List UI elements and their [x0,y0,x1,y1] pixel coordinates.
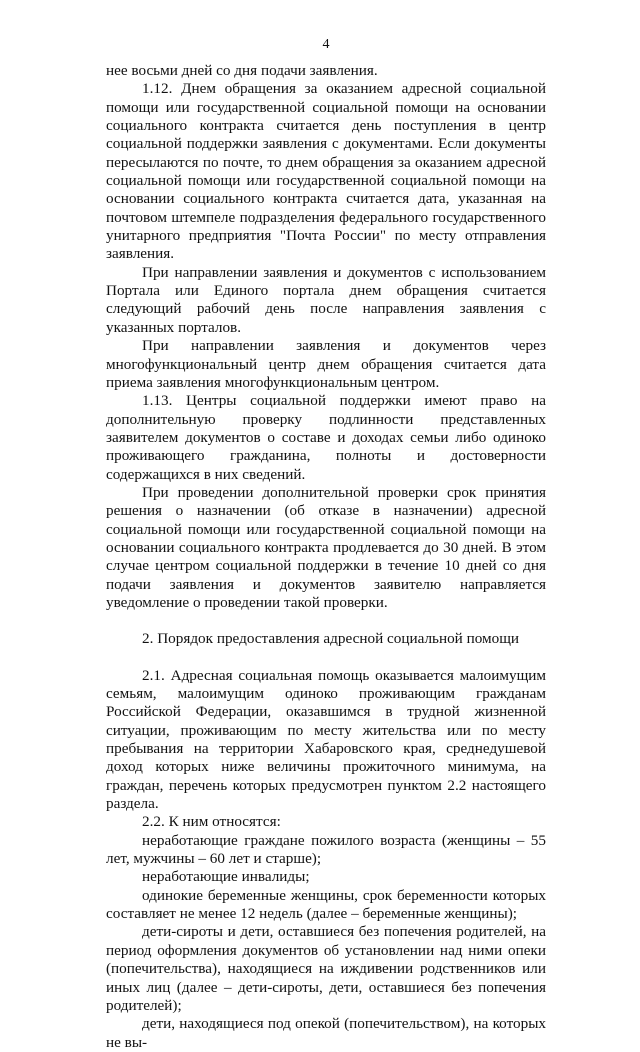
section-heading: 2. Порядок предоставления адресной социальной помощи [142,630,520,648]
paragraph-additional-check: При проведении дополнительной проверки срок принятия решения о назначении (об отказе в назначении) адресной социальной помощи или государственной социальной помощи на основании социального контракта продлевается до 30 дней. В этом случае центром социальной поддержки в течение 10 дней со дня подачи заявления и документов заявителю направляется уведомление о проведении такой проверки. [106,483,546,611]
paragraph-portal: При направлении заявления и документов с использованием Портала или Единого портала днем обращения считается следующий рабочий день после направления заявления с указанных порталов. [106,263,546,336]
list-item-orphans: дети-сироты и дети, оставшиеся без попечения родителей, на период оформления документов об установлении над ними опеки (попечительства), находящиеся на иждивении родственников или иных лиц (далее – дети-сироты, дети, оставшиеся без попечения родителей); [106,923,546,1014]
paragraph-1-13: 1.13. Центры социальной поддержки имеют право на дополнительную проверку подлинности представленных заявителем документов о составе и доходах семьи либо одиноко проживающего гражданина, полноты и достоверности содержащихся в них сведений. [106,392,546,483]
list-item-elderly: неработающие граждане пожилого возраста (женщины – 55 лет, мужчины – 60 лет и старше); [106,831,546,868]
list-item-pregnant: одинокие беременные женщины, срок беременности которых составляет не менее 12 недель (далее – беременные женщины); [106,886,546,923]
list-item-guardianship: дети, находящиеся под опекой (попечительством), на которых не вы- [106,1015,546,1051]
page-number: 4 [322,37,330,52]
document-body [106,62,546,1052]
paragraph-1-12: 1.12. Днем обращения за оказанием адресной социальной помощи или государственной социальной помощи на основании социального контракта считается день поступления в центр социальной поддержки заявления с документами. Если документы пересылаются по почте, то днем обращения за оказанием адресной социальной помощи или государственной социальной помощи на основании социального контракта считается дата, указанная на почтовом штемпеле подразделения федерального государственного унитарного предприятия "Почта России" по месту отправления заявления. [106,80,546,263]
paragraph-continuation: нее восьми дней со дня подачи заявления. [106,62,378,79]
paragraph-2-2: 2.2. К ним относятся: [142,813,281,831]
list-item-disabled: неработающие инвалиды; [142,868,310,886]
paragraph-2-1: 2.1. Адресная социальная помощь оказывается малоимущим семьям, малоимущим одиноко проживающим гражданам Российской Федерации, оказавшимся в трудной жизненной ситуации, проживающим по месту жительства или по месту пребывания на территории Хабаровского края, среднедушевой доход которых ниже величины прожиточного минимума, на граждан, перечень которых предусмотрен пунктом 2.2 настоящего раздела. [106,666,546,813]
paragraph-mfc: При направлении заявления и документов через многофункциональный центр днем обращения считается дата приема заявления многофункциональным центром. [106,337,546,391]
